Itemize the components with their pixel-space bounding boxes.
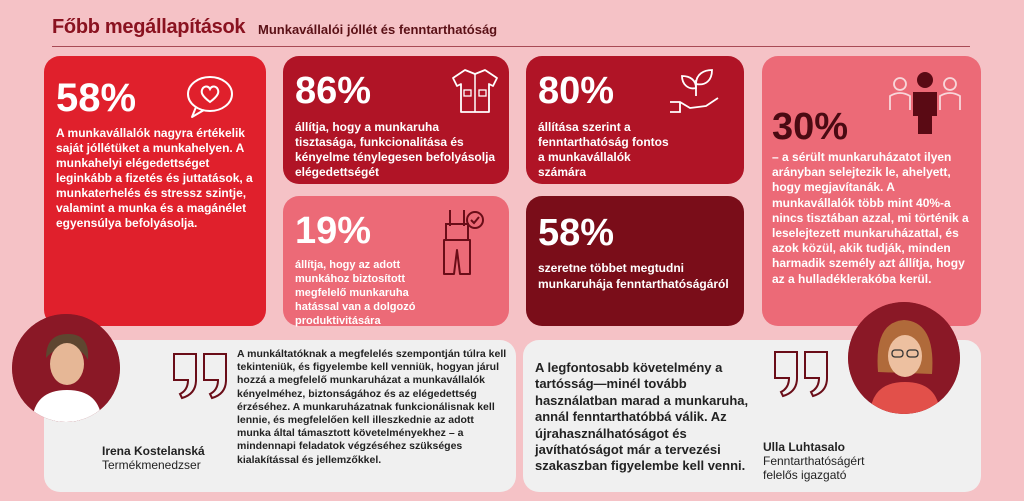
stat-text: – a sérült munkaruházatot ilyen arányban selejtezik le, ahelyett, hogy megjavítanák. A munkavállalók több mint 40%-a nincs tisztában azzal, mi történik a leselejtezett munkaruházattal, és azok közül, akik tudják, minden harmadik személy azt állítja, hogy az a hulladéklerakóba kerül. bbox=[772, 150, 969, 286]
jacket-icon bbox=[449, 64, 501, 116]
quote-text: A munkáltatóknak a megfelelés szempontján túlra kell tekinteniük, és figyelembe kell venniük, hogyan járul hozzá a megfelelő munkaruházat a munkavállalók kényelméhez, biztonságához és az elégedettség érzéséhez. A munkaruházatnak funkcionálisnak kell lennie, és megfelelően kell illeszkednie az adott munka által támasztott követelményekhez – a mindennapi feladatok végzéséhez szükséges kialakítással és jellemzőkkel. bbox=[237, 348, 507, 466]
stat-card-productivity bbox=[283, 196, 509, 326]
hand-plant-icon bbox=[666, 66, 726, 116]
quote-mark-icon bbox=[170, 350, 232, 402]
person-role: Fenntarthatóságért felelős igazgató bbox=[763, 454, 865, 482]
stat-text: állítja, hogy az adott munkához biztosított megfelelő munkaruha hatással van a dolgozó produktivitására bbox=[295, 259, 416, 327]
person-photo-icon bbox=[12, 314, 120, 422]
avatar-ulla bbox=[848, 302, 960, 414]
stat-card-wellbeing bbox=[44, 56, 266, 326]
avatar-irena bbox=[12, 314, 120, 422]
quote-text: A legfontosabb követelmény a tartósság—minél tovább használatban marad a munkaruha, annál fenntarthatóbbá válik. Az újrahasználhatóságot és javíthatóságot már a tervezési szakaszban figyelembe kell venni. bbox=[535, 360, 749, 474]
stat-text: állítja, hogy a munkaruha tisztasága, funkcionalitása és kényelme ténylegesen befolyásolja elégedettségét bbox=[295, 120, 496, 179]
stat-text: állítása szerint a fenntarthatóság fontos a munkavállalók számára bbox=[538, 120, 669, 179]
person-name: Irena Kostelanská bbox=[102, 444, 205, 458]
people-group-icon bbox=[880, 70, 970, 136]
stat-text: A munkavállalók nagyra értékelik saját jóllétüket a munkahelyen. A munkahelyi elégedettséget leginkább a fizetés és juttatások, a munkaterhelés és stressz szintje, valamint a munka és a magánélet egyensúlya befolyásolja. bbox=[56, 126, 253, 230]
stat-card-sustainability-importance bbox=[526, 56, 744, 184]
stat-percent: 19% bbox=[295, 210, 372, 252]
stat-card-learn-more bbox=[526, 196, 744, 326]
stat-text: szeretne többet megtudni munkaruhája fenntarthatóságáról bbox=[538, 261, 729, 291]
stat-percent: 30% bbox=[772, 106, 849, 148]
person-photo-icon bbox=[848, 302, 960, 414]
person-role: Termékmenedzser bbox=[102, 458, 201, 472]
page-header bbox=[52, 12, 970, 47]
page-title: Főbb megállapítások bbox=[52, 16, 246, 38]
heart-speech-bubble-icon bbox=[184, 74, 236, 120]
quote-mark-icon bbox=[771, 348, 833, 400]
stat-card-workwear-satisfaction bbox=[283, 56, 509, 184]
stat-percent: 86% bbox=[295, 70, 372, 112]
person-name: Ulla Luhtasalo bbox=[763, 440, 846, 454]
stat-percent: 58% bbox=[538, 212, 615, 254]
stat-percent: 80% bbox=[538, 70, 615, 112]
stat-card-discarded-workwear bbox=[762, 56, 981, 326]
stat-percent: 58% bbox=[56, 76, 137, 120]
overalls-icon bbox=[441, 206, 487, 278]
page-subtitle: Munkavállalói jóllét és fenntarthatóság bbox=[258, 22, 498, 37]
